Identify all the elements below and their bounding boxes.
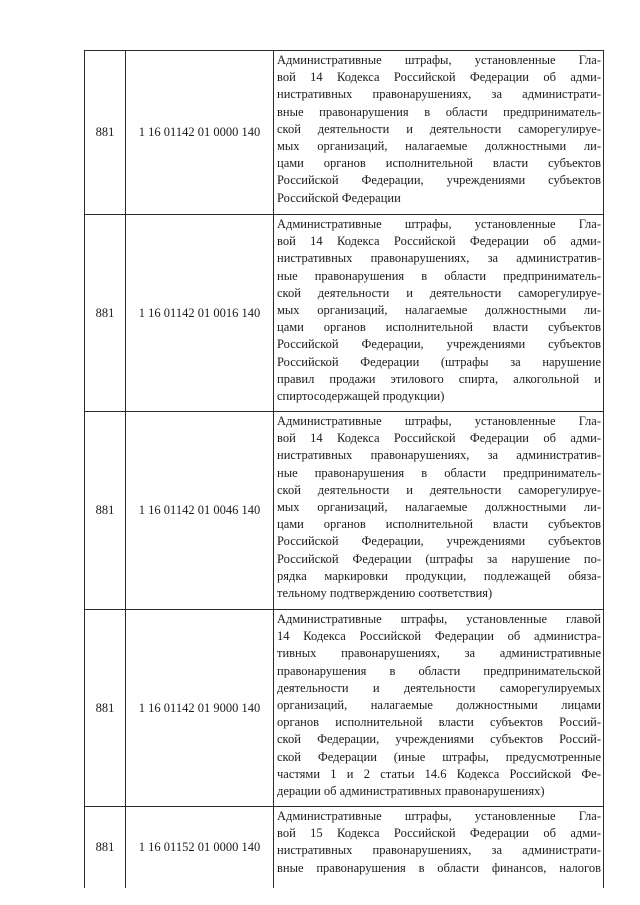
description-line: мых организаций, налагаемые должностными ли- [277, 303, 601, 318]
kbk-code-cell: 1 16 01152 01 0000 140 [126, 807, 274, 888]
kbk-code-cell: 1 16 01142 01 0016 140 [126, 215, 274, 411]
description-line: органов исполнительной власти субъектов Россий- [277, 715, 601, 730]
description-text [277, 611, 601, 800]
description-line: Российской Федерации (штрафы за нарушение [277, 354, 601, 369]
table-row [85, 412, 603, 610]
description-line: нистративных правонарушениях, за административ- [277, 251, 601, 266]
description-line: Российской Федерации (штрафы за нарушение по- [277, 551, 601, 566]
kbk-code-cell: 1 16 01142 01 9000 140 [126, 610, 274, 806]
admin-code-cell: 881 [85, 215, 126, 411]
description-line: ской Федерации (иные штрафы, предусмотренные [277, 749, 601, 764]
description-line: мых организаций, налагаемые должностными ли- [277, 139, 601, 154]
description-line: ные правонарушения в области предприниматель- [277, 268, 601, 283]
admin-code-cell: 881 [85, 807, 126, 888]
description-line: 14 Кодекса Российской Федерации об администра- [277, 629, 601, 644]
description-line: тивных правонарушениях, за административные [277, 646, 601, 661]
description-line: Административные штрафы, установленные главой [277, 612, 601, 626]
description-line: цами органов исполнительной власти субъектов [277, 517, 601, 532]
description-line: вой 15 Кодекса Российской Федерации об адми- [277, 826, 601, 841]
description-line: Российской Федерации, учреждениями субъектов [277, 534, 601, 549]
description-line: правонарушения в области предпринимательской [277, 663, 601, 678]
kbk-code-cell: 1 16 01142 01 0046 140 [126, 412, 274, 609]
description-line: ской деятельности и деятельности саморегулируе- [277, 285, 601, 300]
description-text [277, 52, 601, 207]
description-line: ской Федерации, учреждениями субъектов Россий- [277, 732, 601, 747]
description-text [277, 413, 601, 602]
table-row [85, 51, 603, 215]
description-line: вой 14 Кодекса Российской Федерации об адми- [277, 431, 601, 446]
description-text [277, 808, 601, 877]
description-line: цами органов исполнительной власти субъектов [277, 320, 601, 335]
description-cell [274, 51, 603, 214]
admin-code-cell: 881 [85, 412, 126, 609]
description-line: цами органов исполнительной власти субъектов [277, 156, 601, 171]
admin-code-cell: 881 [85, 51, 126, 214]
description-line: Российской Федерации [277, 190, 401, 205]
kbk-code-cell: 1 16 01142 01 0000 140 [126, 51, 274, 214]
description-line: мых организаций, налагаемые должностными ли- [277, 500, 601, 515]
description-line: нистративных правонарушениях, за администрати- [277, 843, 601, 858]
description-line: рядка маркировки продукции, подлежащей обяза- [277, 568, 601, 583]
description-cell [274, 412, 603, 609]
description-line: тельному подтверждению соответствия) [277, 586, 493, 601]
description-line: Административные штрафы, установленные Гла- [277, 217, 601, 231]
description-text [277, 216, 601, 405]
description-line: Административные штрафы, установленные Гла- [277, 53, 601, 67]
description-line: Российской Федерации, учреждениями субъектов [277, 337, 601, 352]
kbk-table [84, 50, 604, 888]
description-cell [274, 215, 603, 411]
description-line: частями 1 и 2 статьи 14.6 Кодекса Российской Фе- [277, 766, 601, 781]
description-line: вой 14 Кодекса Российской Федерации об адми- [277, 234, 601, 249]
description-line: вные правонарушения в области предприниматель- [277, 104, 601, 119]
table-row [85, 610, 603, 807]
description-line: организаций, налагаемые должностными лицами [277, 698, 601, 713]
description-line: нистративных правонарушениях, за администрати- [277, 87, 601, 102]
table-row [85, 807, 603, 888]
description-cell [274, 610, 603, 806]
description-line: спиртосодержащей продукции) [277, 389, 445, 404]
description-line: ской деятельности и деятельности саморегулируе- [277, 121, 601, 136]
description-line: Российской Федерации, учреждениями субъектов [277, 173, 601, 188]
description-line: дерации об административных правонарушениях) [277, 784, 545, 799]
description-cell [274, 807, 603, 888]
description-line: нистративных правонарушениях, за административ- [277, 448, 601, 463]
description-line: вой 14 Кодекса Российской Федерации об адми- [277, 70, 601, 85]
admin-code-cell: 881 [85, 610, 126, 806]
description-line: Административные штрафы, установленные Гла- [277, 809, 601, 823]
description-line: правил продажи этилового спирта, алкогольной и [277, 371, 601, 386]
description-line: ской деятельности и деятельности саморегулируе- [277, 482, 601, 497]
description-line: деятельности и деятельности саморегулируемых [277, 680, 601, 695]
description-line: Административные штрафы, установленные Гла- [277, 414, 601, 428]
description-line: вные правонарушения в области финансов, налогов [277, 860, 601, 875]
table-row [85, 215, 603, 412]
description-line: ные правонарушения в области предприниматель- [277, 465, 601, 480]
